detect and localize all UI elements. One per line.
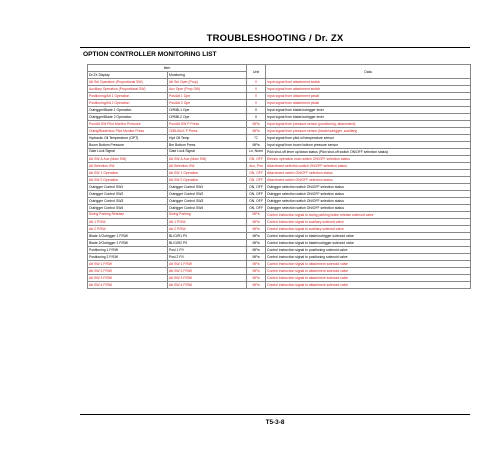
row-unit: V	[247, 93, 266, 100]
table-row	[88, 114, 471, 121]
row-display-name: Att SW 4 P/SW	[88, 282, 168, 289]
row-monitoring-name: BL/O/R2 P/I	[168, 240, 247, 247]
row-monitoring-name: Att Sel Oper (Prop)	[168, 79, 247, 86]
row-data: Electric operation main switch ON/OFF selection status	[266, 156, 471, 163]
row-monitoring-name: Att SW & Aux (Main SW)	[168, 156, 247, 163]
row-monitoring-name: Pos/Att SW P Press	[168, 121, 247, 128]
row-unit: MPa	[247, 121, 266, 128]
row-unit: V	[247, 100, 266, 107]
row-data: Outrigger selection switch ON/OFF selection status	[266, 205, 471, 212]
row-monitoring-name: Posi 2 P/I	[168, 254, 247, 261]
row-data: Outrigger selection switch ON/OFF selection status	[266, 184, 471, 191]
row-monitoring-name: Att SW 1 Operation	[168, 170, 247, 177]
table-row	[88, 275, 471, 282]
table-row	[88, 254, 471, 261]
row-display-name: Att SW 1 P/SW	[88, 261, 168, 268]
row-display-name: Positioning 1 P/SW	[88, 247, 168, 254]
row-display-name: Swing Parking Release	[88, 212, 168, 219]
row-display-name: Att 1 P/SW	[88, 219, 168, 226]
row-monitoring-name: Att 2 P/SW	[168, 226, 247, 233]
table-row	[88, 205, 471, 212]
row-monitoring-name: O/R/BL2 Ope	[168, 114, 247, 121]
row-display-name: Outrigger/Blade 1 Operation	[88, 107, 168, 114]
row-unit: MPa	[247, 219, 266, 226]
table-row	[88, 261, 471, 268]
table-row	[88, 226, 471, 233]
row-unit: Lo, Norm	[247, 149, 266, 156]
row-monitoring-name: O/BL/AUX P Press	[168, 128, 247, 135]
table-row	[88, 219, 471, 226]
table-row	[88, 135, 471, 142]
row-data: Outrigger selection switch ON/OFF selection status	[266, 198, 471, 205]
row-monitoring-name: Att SW 4 P/SW	[168, 282, 247, 289]
row-data: Control instruction signal to swing parking brake release solenoid valve	[266, 212, 471, 219]
row-monitoring-name: Att SW 1 P/SW	[168, 261, 247, 268]
row-display-name: Blade 1/Outrigger 1 P/SW	[88, 233, 168, 240]
row-data: Outrigger selection switch ON/OFF selection status	[266, 191, 471, 198]
row-data: Input signal from boom bottom pressure sensor	[266, 142, 471, 149]
row-unit: ON, OFF	[247, 205, 266, 212]
row-unit: Aux, Pos	[247, 163, 266, 170]
row-unit: MPa	[247, 261, 266, 268]
row-unit: MPa	[247, 240, 266, 247]
row-unit: V	[247, 79, 266, 86]
row-display-name: Gate Lock Signal	[88, 149, 168, 156]
table-row	[88, 128, 471, 135]
row-data: Input signal from attachment pedal	[266, 100, 471, 107]
table-row	[88, 93, 471, 100]
row-display-name: Att Sel Operation (Proportional SW)	[88, 79, 168, 86]
row-unit: V	[247, 114, 266, 121]
row-unit: MPa	[247, 268, 266, 275]
row-display-name: Auxiliary Operation (Proportional SW)	[88, 86, 168, 93]
row-data: Input signal from attachment switch	[266, 86, 471, 93]
table-row	[88, 240, 471, 247]
row-unit: ON, OFF	[247, 177, 266, 184]
row-display-name: Positioning/Att 2 Operation	[88, 100, 168, 107]
row-monitoring-name: Pos/Att 2 Ope	[168, 100, 247, 107]
row-data: Input signal from attachment switch	[266, 79, 471, 86]
table-row	[88, 198, 471, 205]
row-display-name: Att SW & Aux (Main SW)	[88, 156, 168, 163]
table-row	[88, 191, 471, 198]
row-monitoring-name: Att 1 P/SW	[168, 219, 247, 226]
row-unit: ON, OFF	[247, 191, 266, 198]
table-row	[88, 212, 471, 219]
row-unit: °C	[247, 135, 266, 142]
table-row	[88, 177, 471, 184]
row-data: Pilot shut-off lever up/down status (Pilot shut-off switch ON/OFF selection status)	[266, 149, 471, 156]
row-display-name: Att Selection SW	[88, 163, 168, 170]
row-data: Control instruction signal to positioning solenoid valve	[266, 254, 471, 261]
table-row	[88, 233, 471, 240]
row-monitoring-name: Outrigger Control SW1	[168, 184, 247, 191]
header-data: Data	[266, 65, 471, 79]
row-data: Control instruction signal to attachment solenoid valve	[266, 275, 471, 282]
row-unit: ON, OFF	[247, 198, 266, 205]
row-monitoring-name: Outrigger Control SW4	[168, 205, 247, 212]
table-row	[88, 156, 471, 163]
row-unit: MPa	[247, 128, 266, 135]
row-unit: MPa	[247, 275, 266, 282]
row-display-name: Pos/Att SW Pilot Monitor Pressure	[88, 121, 168, 128]
row-display-name: Outrigger Control SW1	[88, 184, 168, 191]
row-unit: V	[247, 107, 266, 114]
row-display-name: Positioning 2 P/SW	[88, 254, 168, 261]
row-unit: ON, OFF	[247, 170, 266, 177]
table-row	[88, 121, 471, 128]
table-row	[88, 79, 471, 86]
row-data: Attachment selection switch ON/OFF selection status	[266, 163, 471, 170]
row-monitoring-name: Gate Lock Signal	[168, 149, 247, 156]
row-data: Control instruction signal to positioning solenoid valve	[266, 247, 471, 254]
row-data: Input signal from blade/outrigger lever	[266, 107, 471, 114]
row-unit: MPa	[247, 233, 266, 240]
row-data: Control instruction signal to auxiliary solenoid valve	[266, 226, 471, 233]
footer-rule	[80, 414, 470, 415]
row-unit: ON, OFF	[247, 156, 266, 163]
row-data: Control instruction signal to attachment solenoid valve	[266, 282, 471, 289]
row-data: Input signal from pilot oil temperature sensor	[266, 135, 471, 142]
row-data: Control instruction signal to attachment solenoid valve	[266, 268, 471, 275]
table-row	[88, 163, 471, 170]
row-display-name: Hydraulic Oil Temperature (OPT)	[88, 135, 168, 142]
page-number: T5-3-8	[265, 419, 285, 426]
row-unit: MPa	[247, 254, 266, 261]
header-display: Dr.ZX Display	[88, 72, 168, 79]
row-unit: MPa	[247, 226, 266, 233]
row-unit: MPa	[247, 212, 266, 219]
table-row	[88, 247, 471, 254]
row-data: Control instruction signal to auxiliary solenoid valve	[266, 219, 471, 226]
table-row	[88, 100, 471, 107]
row-monitoring-name: Outrigger Control SW2	[168, 191, 247, 198]
table-row	[88, 107, 471, 114]
table-row	[88, 142, 471, 149]
row-display-name: Blade 2/Outrigger 2 P/SW	[88, 240, 168, 247]
row-display-name: Outrigger Control SW4	[88, 205, 168, 212]
row-display-name: Boom Bottom Pressure	[88, 142, 168, 149]
row-display-name: Outrigger Control SW3	[88, 198, 168, 205]
row-unit: MPa	[247, 142, 266, 149]
row-monitoring-name: Aux Oper (Prop SW)	[168, 86, 247, 93]
row-data: Input signal from attachment pedal	[266, 93, 471, 100]
row-monitoring-name: Hyd Oil Temp	[168, 135, 247, 142]
row-monitoring-name: Swing Parking	[168, 212, 247, 219]
row-data: Input signal from blade/outrigger lever	[266, 114, 471, 121]
row-unit: ON, OFF	[247, 184, 266, 191]
row-display-name: Outrigger/Blade 2 Operation	[88, 114, 168, 121]
section-title: OPTION CONTROLLER MONITORING LIST	[83, 51, 217, 58]
row-data: Input signal from pressure sensor (positioning, attachment)	[266, 121, 471, 128]
row-monitoring-name: Posi 1 P/I	[168, 247, 247, 254]
row-monitoring-name: BL/O/R1 P/I	[168, 233, 247, 240]
header-item: Item	[88, 65, 247, 72]
row-data: Control instruction signal to attachment solenoid valve	[266, 261, 471, 268]
page-title: TROUBLESHOOTING / Dr. ZX	[206, 33, 344, 44]
row-display-name: Att SW 2 Operation	[88, 177, 168, 184]
row-display-name: Positioning/Att 1 Operation	[88, 93, 168, 100]
row-monitoring-name: Att SW 2 Operation	[168, 177, 247, 184]
row-data: Input signal from pressure sensor (blade/outrigger, auxiliary)	[266, 128, 471, 135]
header-monitoring: Monitoring	[168, 72, 247, 79]
row-monitoring-name: Att Selection SW	[168, 163, 247, 170]
row-display-name: Att SW 3 P/SW	[88, 275, 168, 282]
row-unit: MPa	[247, 247, 266, 254]
monitoring-table	[87, 64, 471, 289]
row-data: Attachment switch ON/OFF selection status	[266, 170, 471, 177]
row-monitoring-name: Att SW 2 P/SW	[168, 268, 247, 275]
row-display-name: Att SW 1 Operation	[88, 170, 168, 177]
row-data: Attachment switch ON/OFF selection status	[266, 177, 471, 184]
row-monitoring-name: Att SW 3 P/SW	[168, 275, 247, 282]
row-data: Control instruction signal to blade/outrigger solenoid valve	[266, 240, 471, 247]
row-unit: MPa	[247, 282, 266, 289]
table-row	[88, 268, 471, 275]
row-display-name: Att SW 2 P/SW	[88, 268, 168, 275]
row-display-name: Outrigger Control SW2	[88, 191, 168, 198]
table-row	[88, 86, 471, 93]
header-rule	[80, 47, 470, 48]
table-row	[88, 184, 471, 191]
row-data: Control instruction signal to blade/outrigger solenoid valve	[266, 233, 471, 240]
table-row	[88, 282, 471, 289]
table-row	[88, 149, 471, 156]
row-display-name: Att 2 P/SW	[88, 226, 168, 233]
row-monitoring-name: O/R/BL1 Ope	[168, 107, 247, 114]
table-header-row	[88, 65, 471, 72]
row-unit: V	[247, 86, 266, 93]
row-monitoring-name: Pos/Att 1 Ope	[168, 93, 247, 100]
row-monitoring-name: Outrigger Control SW3	[168, 198, 247, 205]
row-monitoring-name: Bm Bottom Press	[168, 142, 247, 149]
table-row	[88, 170, 471, 177]
row-display-name: Outrig/Blade/Aux Pilot Monitor Press	[88, 128, 168, 135]
header-unit: Unit	[247, 65, 266, 79]
